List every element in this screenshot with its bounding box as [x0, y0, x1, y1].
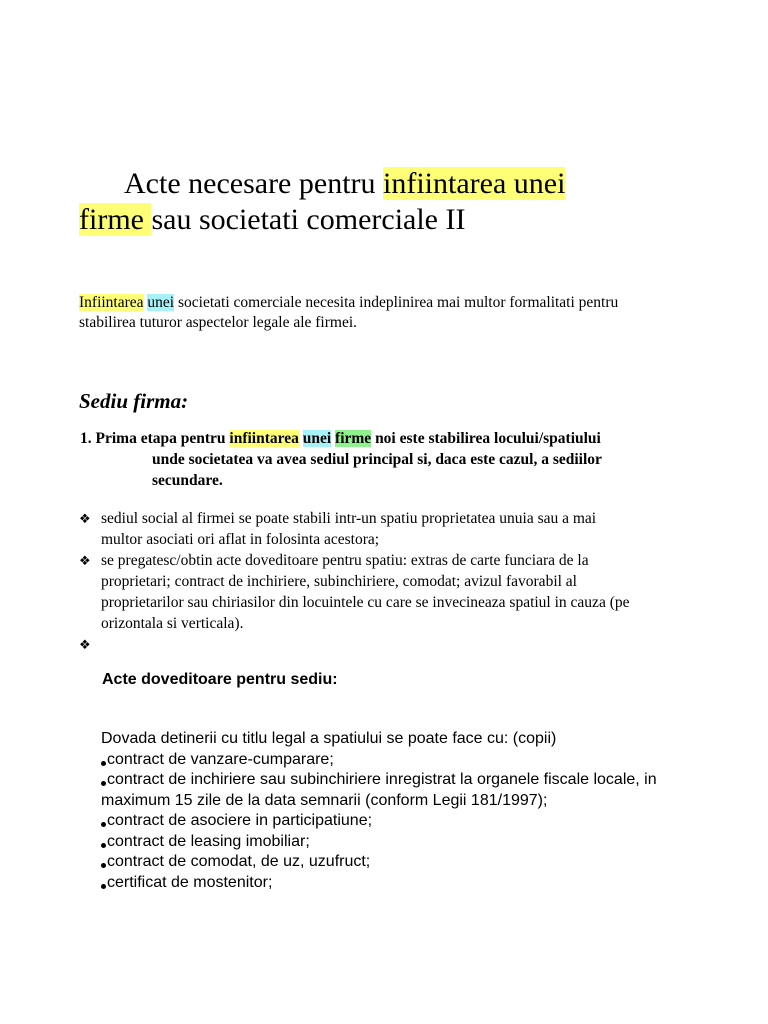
bullet-line: multor asociati ori aflat in folosinta acestora;: [101, 531, 380, 548]
dovada-list: [101, 729, 657, 893]
title-text: Acte necesare pentru: [124, 167, 384, 200]
step-number: 1.: [80, 430, 92, 447]
list-item-text: contract de asociere in participatiune;: [107, 812, 373, 829]
intro-line-2: stabilirea tuturor aspectelor legale ale firmei.: [79, 314, 358, 331]
bullet-line: proprietarilor sau chiriasilor din locuintele cu care se invecineaza spatiul in cauza (pe: [101, 594, 630, 611]
intro-highlight: Infiintarea: [79, 294, 144, 311]
bullet-line: orizontala si verticala).: [101, 615, 244, 632]
bullet-dot-icon: [101, 822, 106, 827]
list-item: [101, 811, 657, 832]
list-item-text: contract de vanzare-cumparare;: [107, 750, 334, 768]
list-item-text: contract de comodat, de uz, uzufruct;: [107, 853, 371, 870]
step-item-1: [80, 428, 601, 449]
bullet-dot-icon: [101, 781, 106, 786]
step-line-1: [80, 428, 601, 449]
bullet-item-1: [79, 508, 596, 550]
list-item: [101, 750, 657, 771]
step-line-2: unde societatea va avea sediul principal si, daca este cazul, a sediilor: [152, 451, 602, 468]
intro-text: societati comerciale necesita indeplinirea mai multor formalitati pentru: [174, 294, 619, 311]
title-text: sau societati comerciale II: [151, 203, 466, 236]
step-continuation: [152, 449, 602, 491]
section-heading-sediu: Sediu firma:: [79, 389, 189, 413]
diamond-bullet-icon: ❖: [79, 554, 91, 569]
intro-paragraph: [79, 293, 618, 333]
list-item-text: certificat de mostenitor;: [107, 873, 273, 891]
diamond-bullet-icon: ❖: [79, 512, 91, 527]
step-highlight: infiintarea: [229, 430, 299, 447]
bullet-dot-icon: [101, 843, 106, 848]
list-item-continuation: maximum 15 zile de la data semnarii (conform Legii 181/1997);: [101, 791, 548, 809]
title-highlight: firme: [79, 203, 152, 236]
page-title-line-1: [124, 166, 565, 202]
bullet-dot-icon: [101, 761, 106, 766]
bullet-line: proprietari; contract de inchiriere, subinchiriere, comodat; avizul favorabil al: [101, 573, 577, 590]
step-highlight: unei: [302, 430, 332, 447]
list-item: [101, 873, 657, 894]
page-title-line-2: [79, 202, 465, 238]
section-heading-acte: Acte doveditoare pentru sediu:: [102, 671, 338, 688]
list-item: [101, 832, 657, 853]
title-highlight: infiintarea unei: [383, 167, 566, 200]
step-line-3: secundare.: [152, 472, 223, 489]
bullet-line: sediul social al firmei se poate stabili intr-un spatiu proprietatea unuia sau a mai: [101, 510, 597, 527]
list-item-text: contract de inchiriere sau subinchiriere inregistrat la organele fiscale locale, in: [107, 771, 657, 788]
intro-highlight: unei: [147, 294, 175, 311]
bullet-line: se pregatesc/obtin acte doveditoare pentru spatiu: extras de carte funciara de la: [101, 552, 589, 569]
step-highlight: firme: [335, 430, 372, 447]
diamond-bullet-icon: ❖: [79, 638, 91, 653]
dovada-intro: Dovada detinerii cu titlu legal a spatiului se poate face cu: (copii): [101, 730, 557, 747]
bullet-dot-icon: [101, 884, 106, 889]
list-item: [101, 852, 657, 873]
step-text: Prima etapa pentru: [95, 430, 230, 447]
bullet-item-2: [79, 550, 629, 634]
step-text: noi este stabilirea locului/spatiului: [371, 430, 601, 447]
bullet-dot-icon: [101, 863, 106, 868]
intro-line-1: [79, 293, 618, 313]
list-item-text: contract de leasing imobiliar;: [107, 832, 310, 850]
list-item: [101, 770, 657, 791]
